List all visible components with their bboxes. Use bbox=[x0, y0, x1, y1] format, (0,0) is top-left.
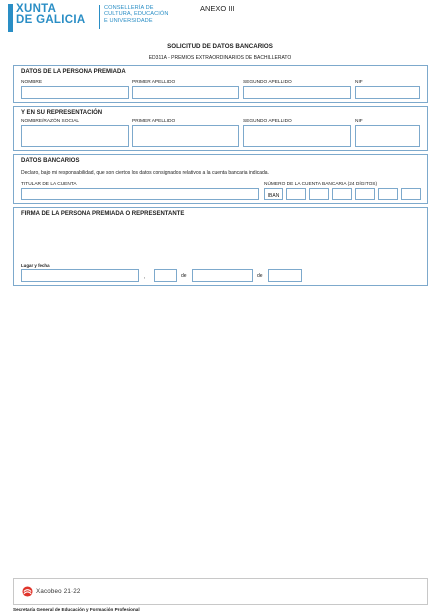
input-cuenta-2[interactable] bbox=[309, 188, 329, 200]
label-nombre-razon-social: NOMBRE/RAZÓN SOCIAL bbox=[21, 119, 80, 124]
input-nif[interactable] bbox=[355, 86, 420, 99]
declaration-text: Declaro, bajo mi responsabilidad, que son ciertos los datos consignados relativos a la cuenta bancaria indicada. bbox=[21, 170, 269, 176]
conselleria-name bbox=[104, 5, 168, 24]
section-firma bbox=[13, 207, 428, 286]
input-titular[interactable] bbox=[21, 188, 259, 200]
document-title: SOLICITUD DE DATOS BANCARIOS bbox=[167, 43, 273, 50]
de-separator-1: de bbox=[181, 273, 187, 279]
label-numero-cuenta: NÚMERO DE LA CUENTA BANCARIA (24 DÍGITOS) bbox=[264, 182, 378, 187]
label-segundo-apellido: SEGUNDO APELLIDO bbox=[243, 80, 292, 85]
section-title: Y EN SU REPRESENTACIÓN bbox=[21, 110, 103, 116]
label-nif: NIF bbox=[355, 80, 363, 85]
input-dia[interactable] bbox=[154, 269, 177, 282]
label-nombre: NOMBRE bbox=[21, 80, 43, 85]
comma-separator: , bbox=[144, 274, 146, 280]
logo-separator bbox=[99, 5, 100, 29]
input-segundo-apellido[interactable] bbox=[243, 125, 351, 147]
iban-label: IBAN bbox=[264, 188, 283, 200]
conselleria-line-3: E UNIVERSIDADE bbox=[104, 17, 153, 24]
xacobeo-logo-text: Xacobeo 21·22 bbox=[36, 588, 81, 595]
label-primer-apellido: PRIMER APELLIDO bbox=[132, 119, 176, 124]
input-cuenta-3[interactable] bbox=[332, 188, 352, 200]
xunta-logo-text bbox=[16, 4, 85, 26]
input-nombre[interactable] bbox=[21, 86, 129, 99]
input-anio[interactable] bbox=[268, 269, 302, 282]
input-primer-apellido[interactable] bbox=[132, 125, 239, 147]
section-datos-bancarios bbox=[13, 154, 428, 204]
input-primer-apellido[interactable] bbox=[132, 86, 239, 99]
annex-label: ANEXO III bbox=[200, 4, 235, 13]
input-cuenta-5[interactable] bbox=[378, 188, 398, 200]
logo-line-1: XUNTA bbox=[16, 3, 57, 15]
section-title: FIRMA DE LA PERSONA PREMIADA O REPRESENTANTE bbox=[21, 211, 185, 217]
footer-department: Secretaría General de Educación y Formación Profesional bbox=[13, 607, 140, 612]
label-lugar-fecha: Lugar y fecha bbox=[21, 263, 50, 268]
input-lugar[interactable] bbox=[21, 269, 139, 282]
input-cuenta-4[interactable] bbox=[355, 188, 375, 200]
section-title: DATOS BANCARIOS bbox=[21, 158, 80, 164]
label-nif: NIF bbox=[355, 119, 363, 124]
input-cuenta-1[interactable] bbox=[286, 188, 306, 200]
section-title: DATOS DE LA PERSONA PREMIADA bbox=[21, 69, 126, 75]
section-persona-premiada bbox=[13, 65, 428, 103]
label-segundo-apellido: SEGUNDO APELLIDO bbox=[243, 119, 292, 124]
section-representacion bbox=[13, 106, 428, 151]
xunta-logo-mark bbox=[8, 4, 13, 32]
input-segundo-apellido[interactable] bbox=[243, 86, 351, 99]
input-nombre-razon-social[interactable] bbox=[21, 125, 129, 147]
de-separator-2: de bbox=[257, 273, 263, 279]
conselleria-line-2: CULTURA, EDUCACIÓN bbox=[104, 11, 169, 18]
logo-line-2: DE GALICIA bbox=[16, 14, 86, 26]
xacobeo-icon bbox=[22, 586, 33, 597]
input-cuenta-6[interactable] bbox=[401, 188, 421, 200]
input-nif[interactable] bbox=[355, 125, 420, 147]
conselleria-line-1: CONSELLERÍA DE bbox=[104, 5, 154, 11]
footer-logo-box bbox=[13, 578, 428, 605]
input-mes[interactable] bbox=[192, 269, 253, 282]
label-titular: TITULAR DE LA CUENTA bbox=[21, 182, 77, 187]
label-primer-apellido: PRIMER APELLIDO bbox=[132, 80, 176, 85]
document-subtitle: ED311A - PREMIOS EXTRAORDINARIOS DE BACHILLERATO bbox=[148, 55, 292, 61]
